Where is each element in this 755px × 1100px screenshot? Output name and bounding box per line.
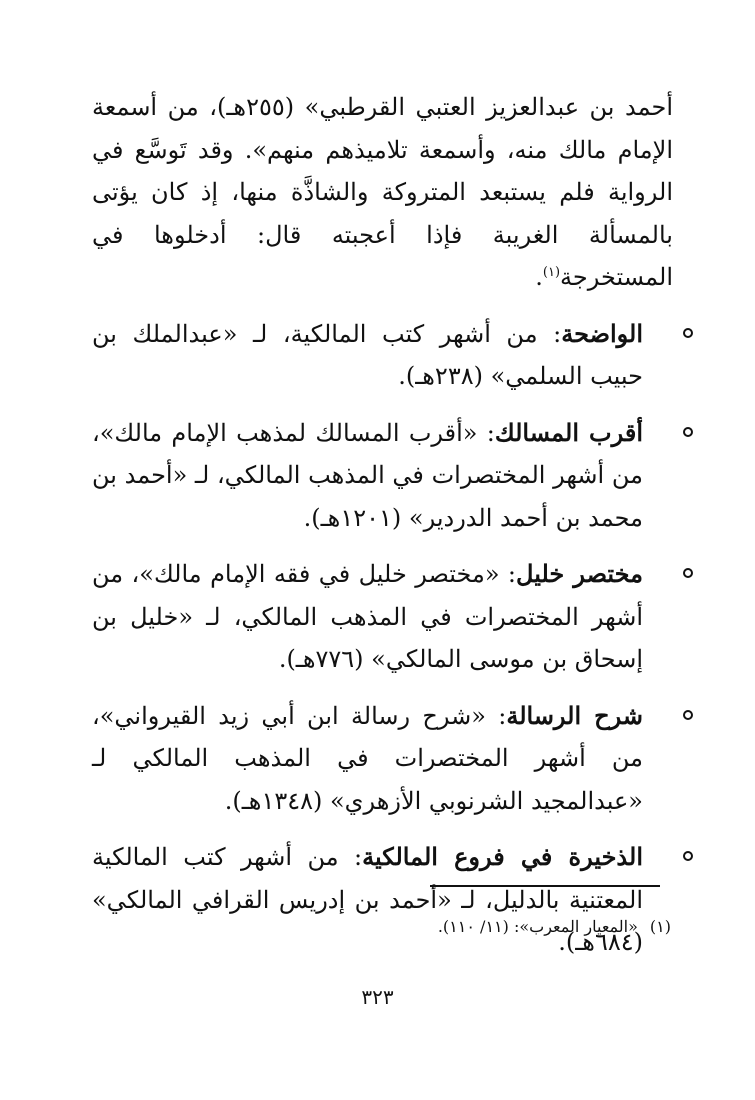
intro-end: . bbox=[535, 263, 543, 291]
entry-description: : «مختصر خليل في فقه الإمام مالك»، من أشهر المختصرات في المذهب المالكي، لـ «خليل بن إسحاق بن موسى المالكي» (٧٧٦هـ). bbox=[92, 560, 643, 673]
entry-term: أقرب المسالك bbox=[494, 417, 643, 447]
list-item bbox=[92, 695, 673, 823]
circle-bullet-icon bbox=[683, 710, 693, 720]
entry-term: الذخيرة في فروع المالكية bbox=[362, 842, 644, 871]
entry-description: : من أشهر كتب المالكية، لـ «عبدالملك بن حبيب السلمي» (٢٣٨هـ). bbox=[92, 319, 643, 390]
entry-description: : «شرح رسالة ابن أبي زيد القيرواني»، من أشهر المختصرات في المذهب المالكي لـ «عبدالمجيد الشرنوبي الأزهري» (١٣٤٨هـ). bbox=[92, 701, 643, 815]
footnote bbox=[200, 914, 671, 940]
circle-bullet-icon bbox=[683, 328, 693, 338]
footnote-text: «المعيار المعرب»: (١١/ ١١٠). bbox=[437, 917, 638, 936]
intro-paragraph bbox=[92, 86, 673, 299]
circle-bullet-icon bbox=[683, 851, 693, 861]
list-item bbox=[92, 313, 673, 398]
footnote-number: (١) bbox=[649, 917, 671, 936]
list-item bbox=[92, 836, 673, 964]
page-number: ٣٢٣ bbox=[361, 985, 394, 1009]
footnote-separator bbox=[430, 885, 660, 887]
entry-description: : من أشهر كتب المالكية المعتنية بالدليل، لـ «أحمد بن إدريس القرافي المالكي» (٦٨٤هـ). bbox=[92, 843, 643, 956]
intro-text: أحمد بن عبدالعزيز العتبي القرطبي» (٢٥٥هـ)، من أسمعة الإمام مالك منه، وأسمعة تلاميذهم منهم». وقد تَوسَّع في الرواية فلم يستبعد المتروكة والشاذَّة منها، إذ كان يؤتى بالمسألة الغريبة فإذا أعجبته قال: أدخلوها في المستخرجة bbox=[92, 93, 673, 291]
entry-term: الواضحة bbox=[561, 318, 643, 348]
entry-term: شرح الرسالة bbox=[506, 700, 644, 730]
list-item bbox=[92, 412, 673, 540]
list-item bbox=[92, 553, 673, 681]
footnote-reference[interactable]: (١) bbox=[542, 265, 561, 280]
circle-bullet-icon bbox=[683, 427, 693, 437]
circle-bullet-icon bbox=[683, 568, 693, 578]
page-body bbox=[92, 86, 673, 978]
entry-description: : «أقرب المسالك لمذهب الإمام مالك»، من أشهر المختصرات في المذهب المالكي، لـ «أحمد بن محمد بن أحمد الدردير» (١٢٠١هـ). bbox=[92, 418, 643, 532]
entry-term: مختصر خليل bbox=[516, 559, 644, 588]
